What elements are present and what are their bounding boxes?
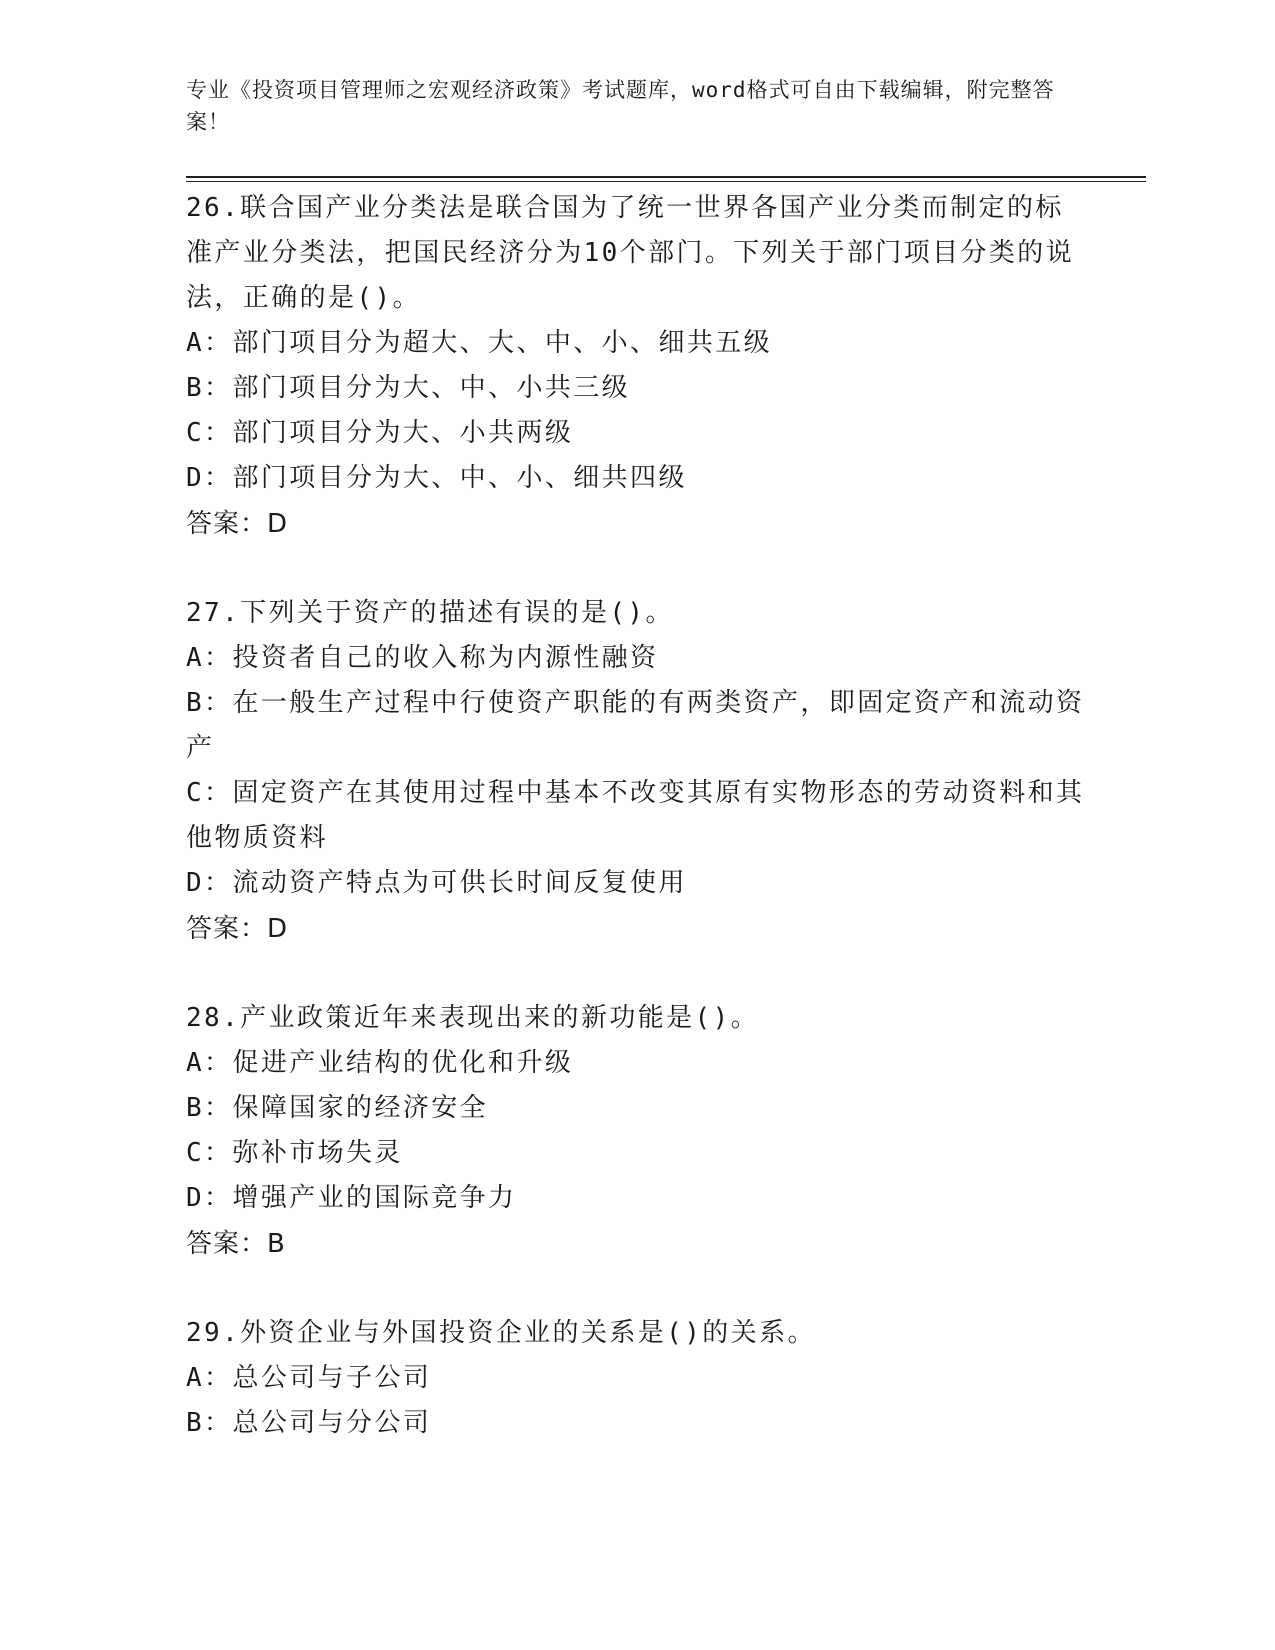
- answer: 答案：D: [186, 914, 289, 944]
- option-d: D：部门项目分为大、中、小、细共四级: [186, 463, 687, 493]
- header-divider-thin: [186, 181, 1146, 182]
- question-text: 27.下列关于资产的描述有误的是()。: [186, 598, 674, 628]
- question-29: [186, 1311, 1086, 1446]
- question-26: [186, 186, 1086, 547]
- option-b: B：保障国家的经济安全: [186, 1093, 489, 1123]
- answer: 答案：D: [186, 509, 289, 539]
- header-divider-thick: [186, 176, 1146, 178]
- option-c: C：弥补市场失灵: [186, 1138, 403, 1168]
- option-b: B：总公司与分公司: [186, 1408, 432, 1438]
- question-list: [186, 186, 1086, 1446]
- option-c: C：部门项目分为大、小共两级: [186, 418, 574, 448]
- question-text: 29.外资企业与外国投资企业的关系是()的关系。: [186, 1318, 816, 1348]
- question-28: [186, 996, 1086, 1267]
- question-27: [186, 591, 1086, 952]
- answer: 答案：B: [186, 1229, 286, 1259]
- option-b: B：在一般生产过程中行使资产职能的有两类资产，即固定资产和流动资产: [186, 688, 1085, 763]
- option-d: D：流动资产特点为可供长时间反复使用: [186, 868, 687, 898]
- option-b: B：部门项目分为大、中、小共三级: [186, 373, 631, 403]
- option-a: A：投资者自己的收入称为内源性融资: [186, 643, 659, 673]
- option-a: A：总公司与子公司: [186, 1363, 432, 1393]
- option-a: A：部门项目分为超大、大、中、小、细共五级: [186, 328, 773, 358]
- option-c: C：固定资产在其使用过程中基本不改变其原有实物形态的劳动资料和其他物质资料: [186, 778, 1085, 853]
- option-d: D：增强产业的国际竞争力: [186, 1183, 517, 1213]
- question-text: 26.联合国产业分类法是联合国为了统一世界各国产业分类而制定的标准产业分类法，把国民经济分为10个部门。下列关于部门项目分类的说法，正确的是()。: [186, 193, 1075, 313]
- question-text: 28.产业政策近年来表现出来的新功能是()。: [186, 1003, 760, 1033]
- option-a: A：促进产业结构的优化和升级: [186, 1048, 574, 1078]
- document-intro: 专业《投资项目管理师之宏观经济政策》考试题库，word格式可自由下载编辑，附完整答案！: [186, 78, 1055, 134]
